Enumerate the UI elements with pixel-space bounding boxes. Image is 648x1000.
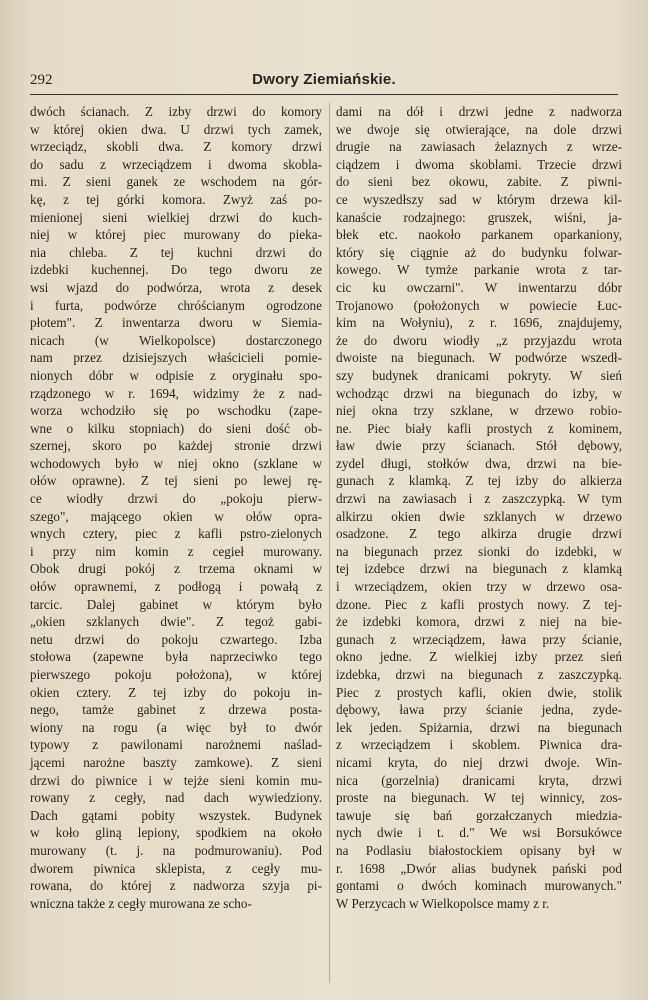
text-line: izdebki kuchennej. Do tego dworu ze bbox=[30, 262, 322, 278]
text-line: rowana, do której z nadworza szyja pi- bbox=[30, 878, 322, 894]
text-line: nionych dóbr w odpisie z oryginału spo- bbox=[30, 367, 322, 383]
text-line: drzwi na zawiasach i z zaszczypką. W tym bbox=[336, 491, 622, 507]
text-line: gunach z klamką. Z tej izby do alkierza bbox=[336, 473, 622, 489]
page-number: 292 bbox=[30, 72, 53, 88]
text-line: ne. Piec biały kafli prostych z kominem, bbox=[336, 420, 622, 436]
text-line: nego, tamże gabinet z drzewa posta- bbox=[30, 702, 322, 718]
text-line: nia chleba. Z tej kuchni drzwi do bbox=[30, 244, 322, 260]
text-line: dębowy, ława przy ścianie jedna, zyde- bbox=[336, 702, 622, 718]
text-line: wsi wjazd do podwórza, wrota z desek bbox=[30, 279, 322, 295]
text-line: mienionej sieni wielkiej drzwi do kuch- bbox=[30, 209, 322, 225]
text-line: w której okien dwa. U drzwi tych zamek, bbox=[30, 121, 322, 137]
header-rule bbox=[30, 94, 618, 95]
text-line: ław dwie przy ścianach. Stół dębowy, bbox=[336, 438, 622, 454]
text-line: płotem". Z inwentarza dworu w Siemia- bbox=[30, 315, 322, 331]
text-line: netu drzwi do pokoju czwartego. Izba bbox=[30, 631, 322, 647]
text-line: wniczna także z cegły murowana ze scho- bbox=[30, 895, 252, 911]
text-line: nicach (w Wielkopolsce) dostarczonego bbox=[30, 332, 322, 348]
text-line: że do dworu wiodły „z przyjazdu wrota bbox=[336, 332, 622, 348]
text-line: wiony na rogu (a więc był to dwór bbox=[30, 719, 322, 735]
text-line: izdebka, drzwi na biegunach z zaszczypką. bbox=[336, 667, 622, 682]
text-line: wnych cztery, piec z kafli pstro-zielonych bbox=[30, 526, 322, 542]
text-line: w koło gliną lepiony, spodkiem na około bbox=[30, 825, 322, 841]
text-line: nicami kryta, do niej drzwi dwoje. Win- bbox=[336, 754, 622, 770]
text-line: r. 1698 „Dwór alias budynek pański pod bbox=[336, 860, 622, 876]
text-line: wchodowych było w niej okno (szklane w bbox=[30, 455, 322, 471]
text-line: dami na dół i drzwi jedne z nadworza bbox=[336, 104, 622, 119]
text-line: dworem piwnica sklepista, z cegły mu- bbox=[30, 860, 322, 876]
text-line: we dwoje się otwierające, na dole drzwi bbox=[336, 121, 622, 137]
text-line: dwoiste na biegunach. W podwórze wszedł- bbox=[336, 350, 622, 366]
text-line: na biegunach przez sionki do izdebki, w bbox=[336, 543, 622, 559]
text-line: kim na Wołyniu), z r. 1696, znajdujemy, bbox=[336, 315, 622, 331]
text-line: W Perzycach w Wielkopolsce mamy z r. bbox=[336, 895, 550, 911]
text-line: worza wchodziło się po wschodku (zape- bbox=[30, 403, 322, 419]
text-line: szy budynek dranicami pokryty. W sień bbox=[336, 367, 622, 383]
text-line: Dach gątami pobity wszystek. Budynek bbox=[30, 807, 322, 823]
text-line: i przy nim komin z cegieł murowany. bbox=[30, 543, 322, 559]
text-line: dzone. Piec z kafli prostych nowy. Z tej- bbox=[336, 596, 622, 612]
text-line: drugie na zawiasach żelaznych z wrze- bbox=[336, 139, 622, 155]
text-line: jącemi narożne baszty zamkowe). Z sieni bbox=[30, 754, 322, 770]
text-line: niej w której piec murowany do pieka- bbox=[30, 227, 322, 243]
text-line: gunach z wrzeciądzem, ława przy ścianie, bbox=[336, 631, 622, 647]
text-line: i wrzeciądzem, okien trzy w drzewo osa- bbox=[336, 579, 622, 595]
column-divider bbox=[329, 103, 330, 983]
text-line: ce wiodły drzwi do „pokoju pierw- bbox=[30, 491, 322, 507]
text-line: do sieni bez okowu, zabite. Z piwni- bbox=[336, 174, 622, 190]
text-line: tarcic. Dalej gabinet w którym było bbox=[30, 596, 322, 612]
right-text-column bbox=[336, 103, 622, 912]
text-line: alkirzu okien dwie szklanych w drzewo bbox=[336, 508, 622, 524]
text-line: wchodząc drzwi na biegunach do izby, w bbox=[336, 385, 622, 401]
text-line: ce wyszedłszy sad w którym drzewa kil- bbox=[336, 191, 622, 207]
text-line: dwóch ścianach. Z izby drzwi do komory bbox=[30, 104, 322, 119]
text-line: tej izdebce drzwi na biegunach z klamką bbox=[336, 561, 622, 577]
text-line: Piec z prostych kafli, okien dwie, stolik bbox=[336, 684, 622, 700]
text-line: niej okna trzy szklane, w drzewo robio- bbox=[336, 403, 622, 419]
text-line: zydel długi, stołków dwa, drzwi na bie- bbox=[336, 455, 622, 471]
text-line: stołowa (zapewne była naprzeciwko tego bbox=[30, 649, 322, 665]
text-line: do sadu z wrzeciądzem i dwoma skobla- bbox=[30, 156, 322, 172]
text-line: że izdebki komora, drzwi z niej na bie- bbox=[336, 614, 622, 630]
text-line: ołów oprawne). Z tej sieni po lewej rę- bbox=[30, 473, 322, 489]
text-line: z wrzeciądzem i skoblem. Piwnica dra- bbox=[336, 737, 622, 753]
text-line: ołów oprawnemi, z podłogą i powałą z bbox=[30, 579, 322, 595]
text-line: ciądzem i dwoma skoblami. Trzecie drzwi bbox=[336, 156, 622, 172]
text-line: typowy z pawilonami narożnemi naślad- bbox=[30, 737, 322, 753]
text-line: tawuje się bań gorzałczanych miedzia- bbox=[336, 807, 622, 823]
text-line: rządzonego w r. 1694, widzimy że z nad- bbox=[30, 385, 322, 401]
text-line: szernej, skoro po każdej stronie drzwi bbox=[30, 438, 322, 454]
text-line: lek jeden. Spiżarnia, drzwi na biegunach bbox=[336, 719, 622, 735]
text-line: murowany (t. j. na podmurowaniu). Pod bbox=[30, 842, 322, 858]
text-line: osadzone. Z tego alkirza drugie drzwi bbox=[336, 526, 622, 542]
text-line: nych dwie i t. d." We wsi Borsukówce bbox=[336, 825, 622, 841]
text-line: okno jedne. Z wielkiej izby przez sień bbox=[336, 649, 622, 665]
text-line: cic ku owczarni". W inwentarzu dóbr bbox=[336, 279, 622, 295]
text-line: na Podlasiu białostockiem opisany był w bbox=[336, 842, 622, 858]
text-line: proste na biegunach. W tej winnicy, zos- bbox=[336, 790, 622, 806]
text-line: nam przez dzisiejszych właścicieli pomie- bbox=[30, 350, 322, 366]
text-line: kę, z tej górki komora. Zwyż zaś po- bbox=[30, 191, 322, 207]
text-line: drzwi do piwnice i w tejże sieni komin mu- bbox=[30, 772, 322, 788]
text-line: pierwszego pokoju położona), w której bbox=[30, 667, 322, 682]
text-line: który się ciągnie aż do budynku folwar- bbox=[336, 244, 622, 260]
text-line: błek etc. naokoło parkanem oparkaniony, bbox=[336, 227, 622, 243]
running-title: Dwory Ziemiańskie. bbox=[252, 71, 396, 88]
page-header bbox=[30, 70, 618, 94]
text-line: gontami o dwóch kominach murowanych." bbox=[336, 878, 622, 894]
text-line: szego", mającego okien w ołów opra- bbox=[30, 508, 322, 524]
text-line: wrzeciądz, skobli dwa. Z komory drzwi bbox=[30, 139, 322, 155]
text-line: nica (gorzelnia) dranicami kryta, drzwi bbox=[336, 772, 622, 788]
text-line: wne o kilku stopniach) do sieni dość ob- bbox=[30, 420, 322, 436]
text-line: kowego. W tymże parkanie wrota z tar- bbox=[336, 262, 622, 278]
text-line: kanaście rodzajnego: gruszek, wiśni, ja- bbox=[336, 209, 622, 225]
text-line: rowany z cegły, nad dach wywiedziony. bbox=[30, 790, 322, 806]
text-line: „okien szklanych dwie". Z tegoż gabi- bbox=[30, 614, 322, 630]
text-line: mi. Z sieni ganek ze wschodem na gór- bbox=[30, 174, 322, 190]
text-line: i furta, podwórze chróścianym ogrodzone bbox=[30, 297, 322, 313]
text-line: Trojanowo (położonych w powiecie Łuc- bbox=[336, 297, 622, 313]
text-line: Obok drugi pokój z trzema oknami w bbox=[30, 561, 322, 577]
text-line: okien cztery. Z tej izby do pokoju in- bbox=[30, 684, 322, 700]
left-text-column bbox=[30, 103, 322, 912]
